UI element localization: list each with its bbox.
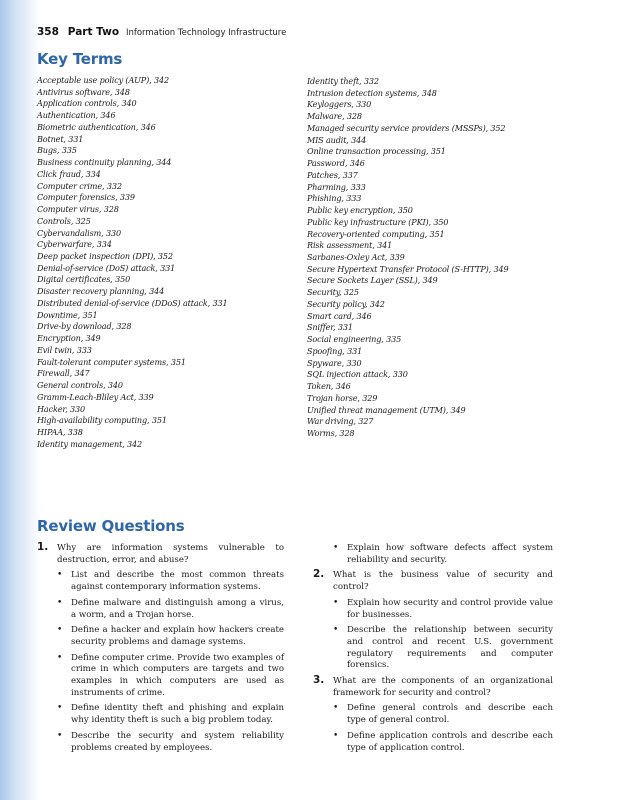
key-term: Recovery-oriented computing, 351 — [307, 228, 445, 239]
question-text: What is the business value of security and control? — [333, 570, 553, 593]
review-question-1 — [37, 543, 284, 566]
review-questions-heading: Review Questions — [37, 517, 185, 535]
key-term: Application controls, 340 — [37, 98, 137, 109]
sub-question — [327, 703, 553, 726]
sub-question — [327, 543, 553, 566]
sub-question-text: Define malware and distinguish among a virus, a worm, and a Trojan horse. — [71, 597, 284, 620]
review-question-2 — [313, 570, 553, 593]
key-term: Identity theft, 332 — [307, 76, 379, 86]
key-term: Online transaction processing, 351 — [307, 146, 446, 157]
key-term: Distributed denial-of-service (DDoS) attack, 331 — [37, 297, 228, 308]
key-term: Worms, 328 — [307, 428, 355, 439]
key-term: SQL injection attack, 330 — [307, 369, 408, 380]
key-term: Token, 346 — [307, 381, 351, 392]
bullet-icon: • — [57, 652, 63, 663]
key-terms-column-2 — [307, 76, 582, 440]
key-term: Deep packet inspection (DPI), 352 — [37, 251, 173, 262]
key-term: Fault-tolerant computer systems, 351 — [37, 356, 186, 367]
key-term: High-availability computing, 351 — [37, 415, 167, 426]
bullet-icon: • — [57, 570, 63, 581]
key-term: Computer forensics, 339 — [37, 192, 135, 203]
key-term: Smart card, 346 — [307, 310, 372, 321]
sub-question-text: Explain how security and control provide value for businesses. — [347, 597, 553, 620]
key-term: Disaster recovery planning, 344 — [37, 286, 165, 297]
question-text: Why are information systems vulnerable to destruction, error, and abuse? — [57, 543, 284, 565]
key-term: Computer virus, 328 — [37, 204, 119, 215]
page-number: 358 — [37, 26, 59, 38]
key-term: Sniffer, 331 — [307, 322, 353, 333]
key-term: Spyware, 330 — [307, 357, 362, 368]
sub-question-text: Define identity theft and phishing and explain why identity theft is such a big problem today. — [71, 703, 284, 726]
bullet-icon: • — [57, 703, 63, 714]
part-label: Part Two — [67, 26, 120, 38]
bullet-icon: • — [333, 543, 339, 553]
key-term: Security, 325 — [307, 287, 359, 298]
key-term: HIPAA, 338 — [37, 427, 83, 438]
sub-question-text: Define a hacker and explain how hackers create security problems and damage systems. — [71, 625, 284, 647]
sub-question-text: Define application controls and describe each type of application control. — [347, 730, 553, 753]
key-term: Spoofing, 331 — [307, 345, 363, 356]
key-term: Encryption, 349 — [37, 333, 101, 344]
key-term: Public key infrastructure (PKI), 350 — [307, 216, 449, 227]
key-term: Pharming, 333 — [307, 181, 366, 192]
sub-question-text: Define computer crime. Provide two examples of crime in which computers are targets and two examples in which computers are used as instruments of crime. — [71, 652, 284, 698]
key-term: Intrusion detection systems, 348 — [307, 87, 437, 98]
key-term: Controls, 325 — [37, 215, 91, 226]
key-term: Botnet, 331 — [37, 133, 84, 144]
question-number: 2. — [313, 568, 325, 581]
key-term: Keyloggers, 330 — [307, 99, 372, 110]
key-term: Security policy, 342 — [307, 298, 385, 309]
review-column-left — [37, 543, 284, 758]
key-term: Click fraud, 334 — [37, 168, 101, 179]
key-term: Denial-of-service (DoS) attack, 331 — [37, 262, 176, 273]
key-term: Patches, 337 — [307, 169, 358, 180]
key-term: MIS audit, 344 — [307, 134, 367, 145]
sub-question-text: Describe the security and system reliability problems created by employees. — [71, 730, 284, 753]
key-term: Antivirus software, 348 — [37, 86, 130, 97]
key-term: General controls, 340 — [37, 380, 123, 391]
key-term: Cyberwarfare, 334 — [37, 239, 112, 250]
key-terms-heading: Key Terms — [37, 50, 123, 68]
key-term: Managed security service providers (MSSPs), 352 — [307, 122, 506, 133]
key-term: Public key encryption, 350 — [307, 205, 413, 216]
bullet-icon: • — [333, 625, 339, 636]
key-term: Business continuity planning, 344 — [37, 157, 172, 168]
question-text: What are the components of an organizational framework for security and control? — [333, 676, 553, 698]
sub-question — [327, 625, 553, 672]
key-term: Biometric authentication, 346 — [37, 121, 156, 132]
key-term: Authentication, 346 — [37, 110, 116, 121]
sub-question-text: Describe the relationship between security and control and recent U.S. government regulatory requirements and computer forensics. — [347, 625, 553, 671]
question-number: 3. — [313, 674, 325, 687]
bullet-icon: • — [57, 597, 63, 608]
question-number: 1. — [37, 541, 49, 553]
bullet-icon: • — [333, 703, 339, 714]
key-term: Firewall, 347 — [37, 368, 90, 379]
key-term: Acceptable use policy (AUP), 342 — [37, 75, 169, 85]
sub-question — [51, 731, 284, 754]
sub-question — [51, 625, 284, 648]
sub-question — [51, 598, 284, 621]
key-term: Cybervandalism, 330 — [37, 227, 121, 238]
key-term: Trojan horse, 329 — [307, 392, 378, 403]
key-term: Gramm-Leach-Bliley Act, 339 — [37, 391, 154, 402]
sub-question — [51, 703, 284, 726]
key-term: Bugs, 335 — [37, 145, 77, 156]
key-term: Identity management, 342 — [37, 438, 143, 449]
key-term: Evil twin, 333 — [37, 344, 92, 355]
sub-question — [327, 598, 553, 621]
sub-question — [51, 653, 284, 700]
key-term: Phishing, 333 — [307, 193, 362, 204]
bullet-icon: • — [333, 730, 339, 741]
key-term: Sarbanes-Oxley Act, 339 — [307, 252, 405, 263]
key-term: Secure Sockets Layer (SSL), 349 — [307, 275, 438, 286]
key-term: Malware, 328 — [307, 111, 362, 122]
key-term: Hacker, 330 — [37, 403, 86, 414]
bullet-icon: • — [57, 730, 63, 741]
review-column-right — [313, 543, 553, 758]
key-term: War driving, 327 — [307, 416, 374, 427]
sub-question-text: Explain how software defects affect system reliability and security. — [347, 543, 553, 565]
key-term: Social engineering, 335 — [307, 334, 402, 345]
bullet-icon: • — [57, 625, 63, 636]
key-term: Password, 346 — [307, 158, 365, 169]
bullet-icon: • — [333, 597, 339, 608]
review-question-3 — [313, 676, 553, 699]
sub-question-text: List and describe the most common threats against contemporary information systems. — [71, 570, 284, 593]
key-terms-column-1 — [37, 75, 287, 451]
key-term: Unified threat management (UTM), 349 — [307, 404, 466, 415]
key-term: Secure Hypertext Transfer Protocol (S-HTTP), 349 — [307, 263, 509, 274]
key-term: Downtime, 351 — [37, 309, 98, 320]
key-term: Drive-by download, 328 — [37, 321, 132, 332]
running-header — [37, 26, 286, 38]
sub-question-text: Define general controls and describe each type of general control. — [347, 703, 553, 726]
key-term: Risk assessment, 341 — [307, 240, 393, 251]
key-term: Digital certificates, 350 — [37, 274, 131, 285]
sub-question — [327, 731, 553, 754]
sub-question — [51, 570, 284, 593]
part-title: Information Technology Infrastructure — [125, 28, 287, 38]
key-term: Computer crime, 332 — [37, 180, 122, 191]
